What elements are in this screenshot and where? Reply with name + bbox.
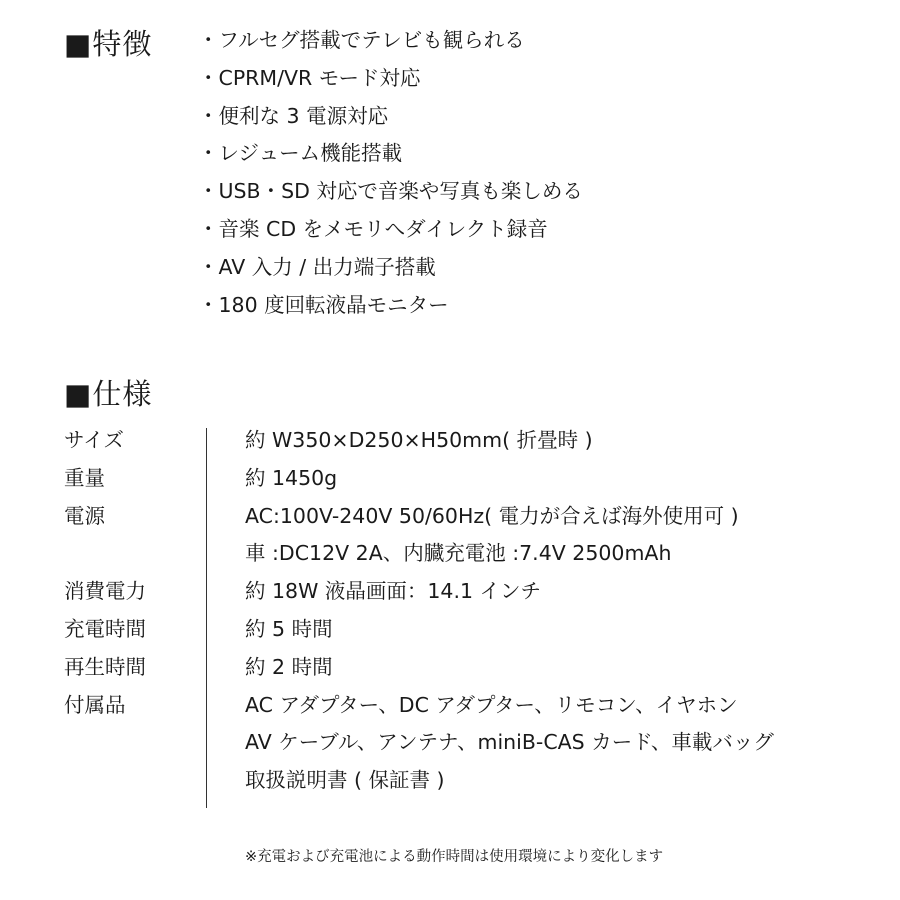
features-list — [198, 22, 583, 324]
spec-label: 付属品 — [64, 692, 126, 717]
spec-value: AC:100V-240V 50/60Hz( 電力が合えば海外使用可 ) — [245, 503, 739, 528]
spec-row — [64, 460, 824, 498]
spec-row — [64, 535, 824, 573]
feature-item: ・USB・SD 対応で音楽や写真も楽しめる — [198, 179, 583, 204]
feature-item: ・AV 入力 / 出力端子搭載 — [198, 254, 436, 279]
specs-heading: ■仕様 — [64, 377, 153, 411]
spec-label: 電源 — [64, 503, 105, 528]
spec-value: 車 :DC12V 2A、内臓充電池 :7.4V 2500mAh — [245, 541, 672, 566]
spec-row — [64, 687, 824, 725]
spec-row — [64, 422, 824, 460]
spec-row — [64, 498, 824, 536]
spec-label — [64, 724, 245, 762]
spec-table — [64, 422, 824, 800]
spec-label: 重量 — [64, 465, 105, 490]
spec-label — [64, 535, 245, 573]
spec-label: 充電時間 — [64, 616, 146, 641]
footnote: ※充電および充電池による動作時間は使用環境により変化します — [245, 849, 664, 865]
spec-value: 約 18W 液晶画面：14.1 インチ — [245, 579, 542, 604]
spec-label: 再生時間 — [64, 654, 146, 679]
spec-row — [64, 724, 824, 762]
spec-row — [64, 611, 824, 649]
spec-value: 約 W350×D250×H50mm( 折畳時 ) — [245, 428, 593, 452]
feature-item: ・CPRM/VR モード対応 — [198, 65, 421, 90]
spec-label: 消費電力 — [64, 579, 146, 604]
features-heading: ■特徴 — [64, 27, 153, 61]
spec-value: 約 2 時間 — [245, 654, 333, 679]
spec-row — [64, 762, 824, 800]
spec-value: AC アダプター、DC アダプター、リモコン、イヤホン — [245, 692, 738, 717]
feature-item: ・180 度回転液晶モニター — [198, 292, 449, 317]
spec-value: 約 1450g — [245, 465, 338, 490]
feature-item: ・レジューム機能搭載 — [198, 141, 403, 166]
spec-row — [64, 573, 824, 611]
spec-label — [64, 762, 245, 800]
spec-value: 取扱説明書 ( 保証書 ) — [245, 768, 445, 793]
spec-value: 約 5 時間 — [245, 616, 333, 641]
feature-item: ・便利な 3 電源対応 — [198, 103, 389, 128]
spec-value: AV ケーブル、アンテナ、miniB-CAS カード、車載バッグ — [245, 730, 774, 755]
spec-row — [64, 649, 824, 687]
spec-label: サイズ — [64, 428, 124, 452]
feature-item: ・音楽 CD をメモリへダイレクト録音 — [198, 216, 548, 241]
feature-item: ・フルセグ搭載でテレビも観られる — [198, 28, 525, 52]
